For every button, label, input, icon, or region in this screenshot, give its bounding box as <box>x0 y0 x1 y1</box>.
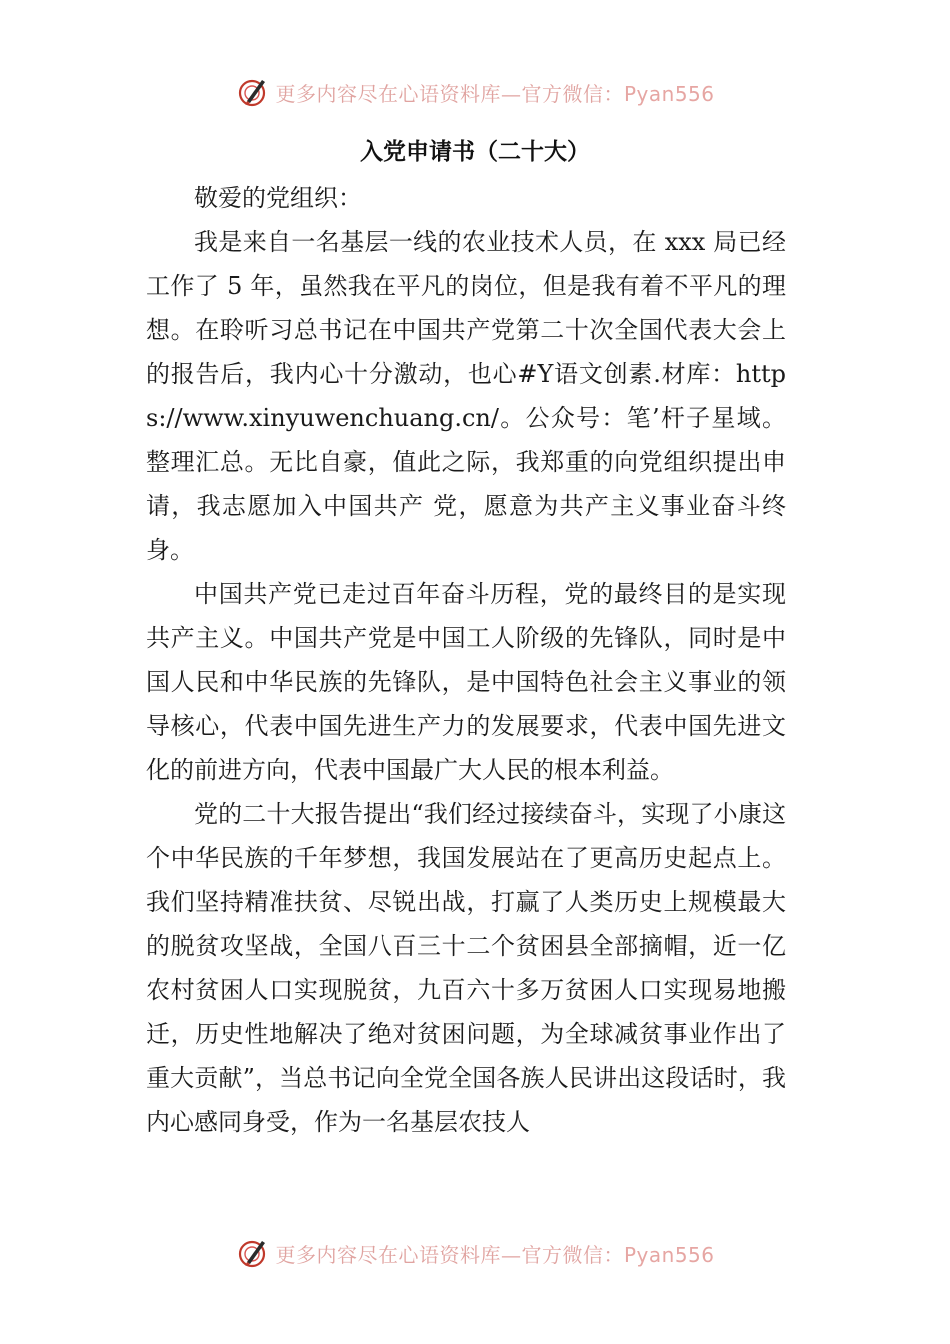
wechat-id: Pyan556 <box>623 81 715 106</box>
document-title: 入党申请书（二十大） <box>360 139 590 165</box>
header-watermark-banner <box>0 72 950 112</box>
wechat-id: Pyan556 <box>623 1242 715 1267</box>
paragraph-2: 中国共产党已走过百年奋斗历程，党的最终目的是实现共产主义。中国共产党是中国工人阶级的先锋队，同时是中国人民和中华民族的先锋队，是中国特色社会主义事业的领导核心，代表中国先进生产力的发展要求，代表中国先进文化的前进方向，代表中国最广大人民的根本利益。 <box>146 580 786 784</box>
salutation: 敬爱的党组织： <box>194 184 362 212</box>
footer-watermark-banner <box>0 1233 950 1273</box>
banner-text: 更多内容尽在心语资料库—官方微信：Pyan556 <box>275 1242 715 1267</box>
paragraph-3: 党的二十大报告提出“我们经过接续奋斗，实现了小康这个中华民族的千年梦想，我国发展站在了更高历史起点上。我们坚持精准扶贫、尽锐出战，打赢了人类历史上规模最大的脱贫攻坚战，全国八百三十二个贫困县全部摘帽，近一亿农村贫困人口实现脱贫，九百六十多万贫困人口实现易地搬迁，历史性地解决了绝对贫困问题，为全球减贫事业作出了重大贡献”，当总书记向全党全国各族人民讲出这段话时，我内心感同身受，作为一名基层农技人 <box>146 800 786 1136</box>
document-body <box>146 176 786 1144</box>
banner-text: 更多内容尽在心语资料库—官方微信：Pyan556 <box>275 81 715 106</box>
pen-circle-logo-icon <box>235 1235 271 1271</box>
pen-circle-logo-icon <box>235 74 271 110</box>
paragraph-1: 我是来自一名基层一线的农业技术人员，在 xxx 局已经工作了 5 年，虽然我在平凡的岗位，但是我有着不平凡的理想。在聆听习总书记在中国共产党第二十次全国代表大会上的报告后，我内心十分激动，也心#Y语文创素.材库：https://www.xinyuwenchuang.cn/。公众号：笔’杆子星域。整理汇总。无比自豪，值此之际，我郑重的向党组织提出申请，我志愿加入中国共产 党，愿意为共产主义事业奋斗终身。 <box>146 228 786 564</box>
